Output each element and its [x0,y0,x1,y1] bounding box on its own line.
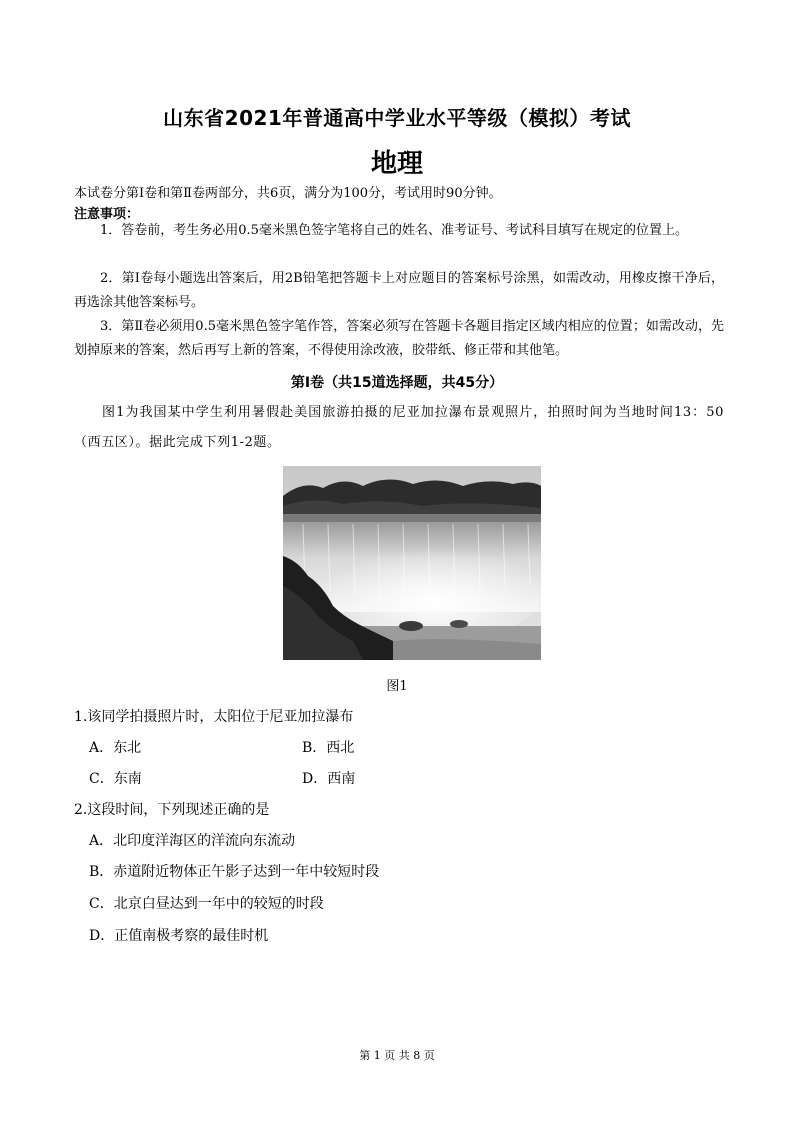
exam-info: 本试卷分第Ⅰ卷和第Ⅱ卷两部分，共6页，满分为100分，考试用时90分钟。 [74,186,502,201]
notice-item-3: 3．第Ⅱ卷必须用0.5毫米黑色签字笔作答，答案必须写在答题卡各题目指定区域内相应的位置；如需改动，先划掉原来的答案，然后再写上新的答案，不得使用涂改液，胶带纸、修正带和其他笔。 [74,319,724,358]
q1-option-b: B．西北 [302,740,355,756]
q2-option-d: D．正值南极考察的最佳时机 [89,928,269,944]
notice-item-1: 1．答卷前，考生务必用0.5毫米黑色签字笔将自己的姓名、准考证号、考试科目填写在规定的位置上。 [100,223,688,238]
question-1-stem: 1.该同学拍摄照片时，太阳位于尼亚加拉瀑布 [74,709,354,725]
q2-option-c: C．北京白昼达到一年中的较短的时段 [89,896,324,912]
q1-option-a: A．东北 [89,740,142,756]
exam-title: 山东省2021年普通高中学业水平等级（模拟）考试 [163,106,631,130]
notice-item-2: 2．第Ⅰ卷每小题选出答案后，用2B铅笔把答题卡上对应题目的答案标号涂黑，如需改动，用橡皮擦干净后，再选涂其他答案标号。 [74,271,724,310]
q2-option-b: B．赤道附近物体正午影子达到一年中较短时段 [89,864,380,880]
question-2-stem: 2.这段时间，下列现述正确的是 [74,802,270,818]
waterfall-photo [283,466,541,660]
notice-heading: 注意事项： [74,207,140,222]
page-footer: 第 1 页 共 8 页 [359,1049,435,1062]
q1-option-c: C．东南 [89,771,142,787]
figure-caption: 图1 [386,679,408,694]
question-intro: 图1为我国某中学生利用暑假赴美国旅游拍摄的尼亚加拉瀑布景观照片，拍照时间为当地时间13：50（西五区）。据此完成下列1-2题。 [74,405,724,450]
section-title: 第Ⅰ卷（共15道选择题，共45分） [290,375,504,391]
subject-title: 地理 [370,149,423,179]
q2-option-a: A．北印度洋海区的洋流向东流动 [89,833,296,849]
q1-option-d: D．西南 [302,771,356,787]
